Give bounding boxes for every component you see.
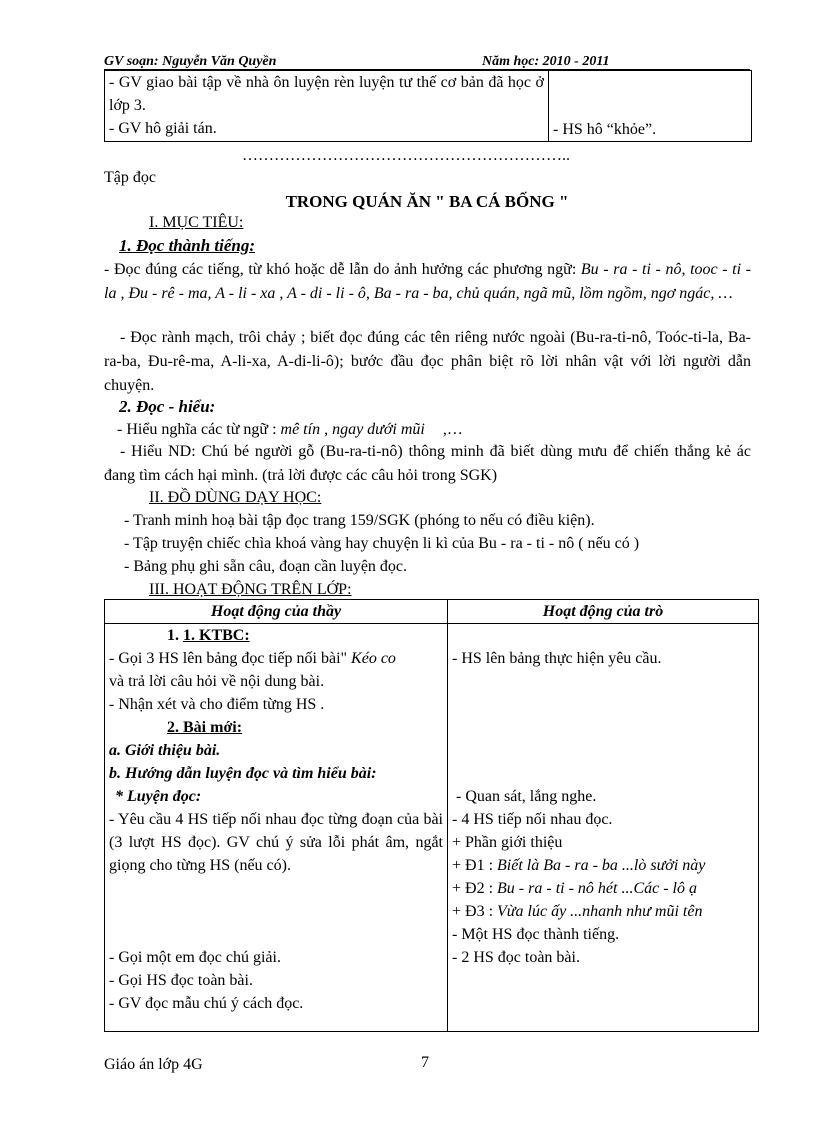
teacher-step-plain: - Gọi 3 HS lên bảng đọc tiếp nối bài": [109, 650, 348, 668]
para-3-plain: - Hiểu nghĩa các từ ngữ :: [117, 421, 277, 438]
student-step: - Một HS đọc thành tiếng.: [452, 926, 620, 944]
top-table-right-text: - HS hô “khỏe”.: [553, 120, 657, 138]
lesson-title: TRONG QUÁN ĂN " BA CÁ BỐNG ": [285, 192, 569, 211]
header-school-year: Năm học: 2010 - 2011: [482, 54, 610, 69]
para-1-italic: Bu - ra - ti - nô, tooc - ti - la , Đu - rê - ma, A - li - xa , A - di - li - ô, Ba - ra - ba, chủ quán, ngã mũ, lồm ngồm, ngơ ngác, …: [104, 261, 752, 302]
section-1-heading: I. MỤC TIÊU:: [149, 214, 244, 231]
section-2-list: [124, 509, 751, 578]
luyen-doc-heading: * Luyện đọc:: [115, 788, 202, 806]
student-column: [448, 624, 759, 1032]
student-step-italic: Biết là Ba - ra - ba ...lò sưởi này: [497, 857, 706, 875]
section-1-para-4: - Hiểu ND: Chú bé người gỗ (Bu-ra-ti-nô) thông minh đã biết dùng mưu để chiến thắng kẻ ác đang tìm cách hại mình. (trả lời được các câu hỏi trong SGK): [104, 443, 751, 484]
student-step: [452, 877, 754, 900]
sub-2-text: 2. Đọc - hiểu:: [119, 397, 216, 416]
top-table-left-cell: [105, 71, 549, 142]
student-step-italic: Vừa lúc ấy ...nhanh như mũi tên: [497, 903, 703, 921]
section-3-heading: III. HOẠT ĐỘNG TRÊN LỚP:: [149, 581, 352, 598]
student-step: - HS lên bảng thực hiện yêu cầu.: [452, 650, 662, 668]
teacher-column: [105, 624, 448, 1032]
student-step: - 4 HS tiếp nối nhau đọc.: [452, 811, 613, 829]
list-item: - Tập truyện chiếc chìa khoá vàng hay chuyện li kì của Bu - ra - ti - nô ( nếu có ): [124, 535, 640, 552]
teacher-step: - GV đọc mẫu chú ý cách đọc.: [109, 995, 304, 1013]
para-3-italic: mê tín , ngay dưới mũi: [280, 421, 425, 438]
activity-table: [104, 599, 759, 1032]
teacher-step: [109, 647, 443, 670]
subject-label: Tập đọc: [104, 169, 156, 186]
section-1-sub-1: 1. Đọc thành tiếng:: [119, 236, 256, 255]
student-step-italic: Bu - ra - ti - nô hét ...Các - lô ạ: [497, 880, 697, 898]
col-header-student: Hoạt động của trò: [448, 600, 759, 624]
student-step-plain: + Đ2 :: [452, 880, 494, 898]
section-1-para-2: - Đọc rành mạch, trôi chảy ; biết đọc đúng các tên riêng nước ngoài (Bu-ra-ti-nô, Toóc-ti-la, Ba-ra-ba, Đu-rê-ma, A-li-xa, A-di-li-ô); bước đầu đọc phân biệt rõ lời nhân vật với lời người dẫn chuyện.: [104, 329, 751, 394]
student-step: - Quan sát, lắng nghe.: [456, 788, 597, 806]
para-1-plain: - Đọc đúng các tiếng, từ khó hoặc dễ lẫn do ảnh hưởng các phương ngữ:: [104, 261, 577, 278]
section-2-heading: II. ĐỒ DÙNG DẠY HỌC:: [149, 489, 322, 506]
top-table-right-cell: [549, 71, 752, 142]
col-header-teacher: Hoạt động của thầy: [105, 600, 448, 624]
huong-dan-heading: b. Hướng dẫn luyện đọc và tìm hiểu bài:: [109, 765, 377, 783]
student-step: + Phần giới thiệu: [452, 834, 563, 852]
teacher-step: - Nhận xét và cho điểm từng HS .: [109, 696, 325, 714]
bai-moi-heading: 2. Bài mới:: [167, 719, 243, 737]
student-step: [452, 900, 754, 923]
student-step-plain: + Đ3 :: [452, 903, 494, 921]
list-item: - Tranh minh hoạ bài tập đọc trang 159/SGK (phóng to nếu có điều kiện).: [124, 512, 595, 529]
footer-class: Giáo án lớp 4G: [104, 1056, 203, 1073]
student-step: [452, 854, 754, 877]
header-teacher: GV soạn: Nguyễn Văn Quyền: [104, 54, 277, 69]
teacher-step: - Gọi HS đọc toàn bài.: [109, 972, 253, 990]
page-number: 7: [421, 1054, 429, 1071]
teacher-step: - Gọi một em đọc chú giải.: [109, 949, 281, 967]
para-3-end: ,…: [442, 421, 463, 438]
dotted-separator: ……………………………………………………..: [242, 147, 570, 164]
section-1-para-1: [104, 258, 751, 306]
teacher-step: - Yêu cầu 4 HS tiếp nối nhau đọc từng đoạn của bài (3 lượt HS đọc). GV chú ý sửa lỗi phát âm, ngắt giọng cho từng HS (nếu có).: [109, 811, 443, 875]
top-table: [104, 70, 752, 142]
teacher-step-italic: Kéo co: [351, 650, 396, 668]
ktbc-text: 1. KTBC:: [183, 627, 250, 645]
top-table-line: - GV hô giải tán.: [109, 120, 217, 138]
ktbc-heading: 1. 1. KTBC:: [167, 627, 250, 645]
section-1-sub-2: [119, 395, 215, 420]
gioi-thieu-heading: a. Giới thiệu bài.: [109, 742, 221, 760]
teacher-step: và trả lời câu hỏi về nội dung bài.: [109, 673, 325, 691]
top-table-line: - GV giao bài tập về nhà ôn luyện rèn luyện tư thế cơ bản đã học ở lớp 3.: [109, 74, 544, 115]
student-step: - 2 HS đọc toàn bài.: [452, 949, 580, 967]
list-item: - Bảng phụ ghi sẵn câu, đoạn cần luyện đọc.: [124, 558, 408, 575]
student-step-plain: + Đ1 :: [452, 857, 494, 875]
section-1-para-3: [117, 418, 463, 441]
